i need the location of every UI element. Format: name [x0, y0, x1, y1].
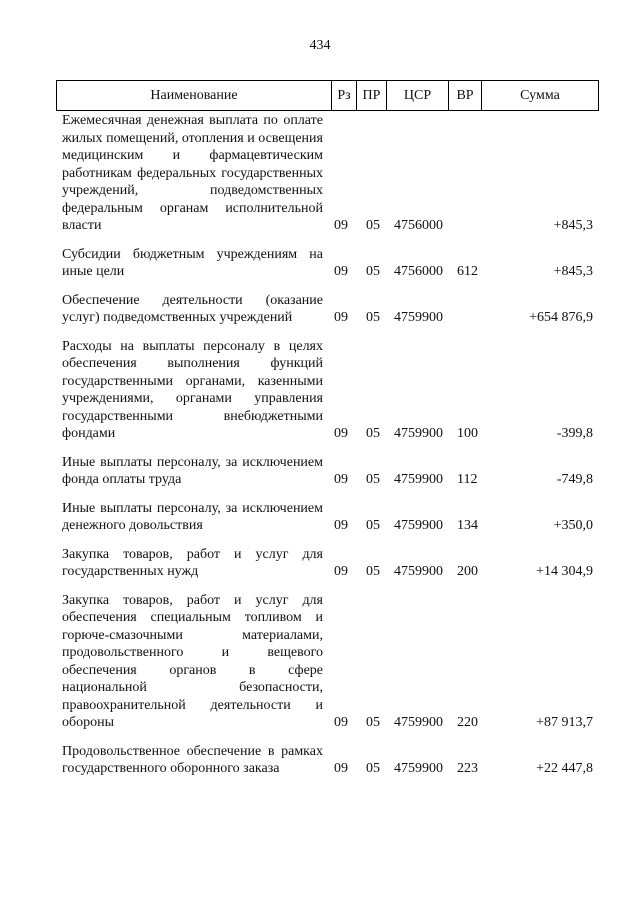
table-row: [62, 500, 599, 535]
table-row: [62, 246, 599, 281]
row-sum: +845,3: [553, 217, 593, 233]
row-rz: 09: [334, 714, 348, 730]
row-rz: 09: [334, 217, 348, 233]
row-vr: 134: [457, 517, 478, 533]
row-csr: 4759900: [394, 760, 443, 776]
row-sum: +654 876,9: [529, 309, 593, 325]
row-csr: 4756000: [394, 263, 443, 279]
row-sum: -399,8: [556, 425, 593, 441]
row-csr: 4759900: [394, 425, 443, 441]
row-rz: 09: [334, 760, 348, 776]
row-vr: 223: [457, 760, 478, 776]
row-sum: -749,8: [556, 471, 593, 487]
row-vr: 612: [457, 263, 478, 279]
row-sum: +14 304,9: [536, 563, 593, 579]
row-rz: 09: [334, 563, 348, 579]
row-csr: 4759900: [394, 471, 443, 487]
row-name: Закупка товаров, работ и услуг для государственных нужд: [62, 546, 323, 579]
header-vr: ВР: [449, 81, 482, 110]
row-vr: 220: [457, 714, 478, 730]
row-csr: 4759900: [394, 714, 443, 730]
row-name: Расходы на выплаты персоналу в целях обеспечения выполнения функций государственными органами, казенными учреждениями, органами управления государственными внебюджетными фондами: [62, 338, 323, 441]
row-pr: 05: [366, 309, 380, 325]
row-rz: 09: [334, 471, 348, 487]
row-csr: 4759900: [394, 563, 443, 579]
row-name: Ежемесячная денежная выплата по оплате жилых помещений, отопления и освещения медицинским и фармацевтическим работникам федеральных государственных учреждений, подведомственных федеральным органам исполнительной власти: [62, 113, 323, 233]
row-pr: 05: [366, 517, 380, 533]
header-rz: Рз: [332, 81, 357, 110]
row-pr: 05: [366, 217, 380, 233]
row-sum: +22 447,8: [536, 760, 593, 776]
row-name: Иные выплаты персоналу, за исключением денежного довольствия: [62, 500, 323, 533]
table-row: [62, 112, 599, 235]
table-row: [62, 546, 599, 581]
row-vr: 112: [457, 471, 478, 487]
page-number: 434: [309, 38, 331, 53]
header-csr: ЦСР: [387, 81, 449, 110]
row-pr: 05: [366, 714, 380, 730]
table-row: [62, 743, 599, 778]
row-pr: 05: [366, 425, 380, 441]
row-pr: 05: [366, 760, 380, 776]
row-name: Иные выплаты персоналу, за исключением фонда оплаты труда: [62, 454, 323, 487]
row-sum: +87 913,7: [536, 714, 593, 730]
header-name: Наименование: [57, 81, 332, 110]
header-pr: ПР: [357, 81, 387, 110]
row-name: Обеспечение деятельности (оказание услуг) подведомственных учреждений: [62, 292, 323, 325]
row-vr: 100: [457, 425, 478, 441]
row-pr: 05: [366, 263, 380, 279]
row-csr: 4759900: [394, 309, 443, 325]
table-row: [62, 292, 599, 327]
row-rz: 09: [334, 517, 348, 533]
header-sum: Сумма: [520, 87, 560, 103]
table-body: [62, 112, 599, 789]
table-row: [62, 454, 599, 489]
row-rz: 09: [334, 309, 348, 325]
row-name: Продовольственное обеспечение в рамках государственного оборонного заказа: [62, 743, 323, 776]
row-pr: 05: [366, 471, 380, 487]
row-csr: 4759900: [394, 517, 443, 533]
table-row: [62, 592, 599, 732]
table-header: [56, 80, 599, 111]
row-name: Закупка товаров, работ и услуг для обеспечения специальным топливом и горюче-смазочными материалами, продовольственного и вещевого обеспечения органов в сфере национальной безопасности, правоохранительной деятельности и обороны: [62, 592, 323, 730]
row-sum: +350,0: [553, 517, 593, 533]
row-vr: 200: [457, 563, 478, 579]
table-row: [62, 338, 599, 443]
row-csr: 4756000: [394, 217, 443, 233]
row-name: Субсидии бюджетным учреждениям на иные цели: [62, 246, 323, 279]
row-sum: +845,3: [553, 263, 593, 279]
row-pr: 05: [366, 563, 380, 579]
row-rz: 09: [334, 425, 348, 441]
row-rz: 09: [334, 263, 348, 279]
